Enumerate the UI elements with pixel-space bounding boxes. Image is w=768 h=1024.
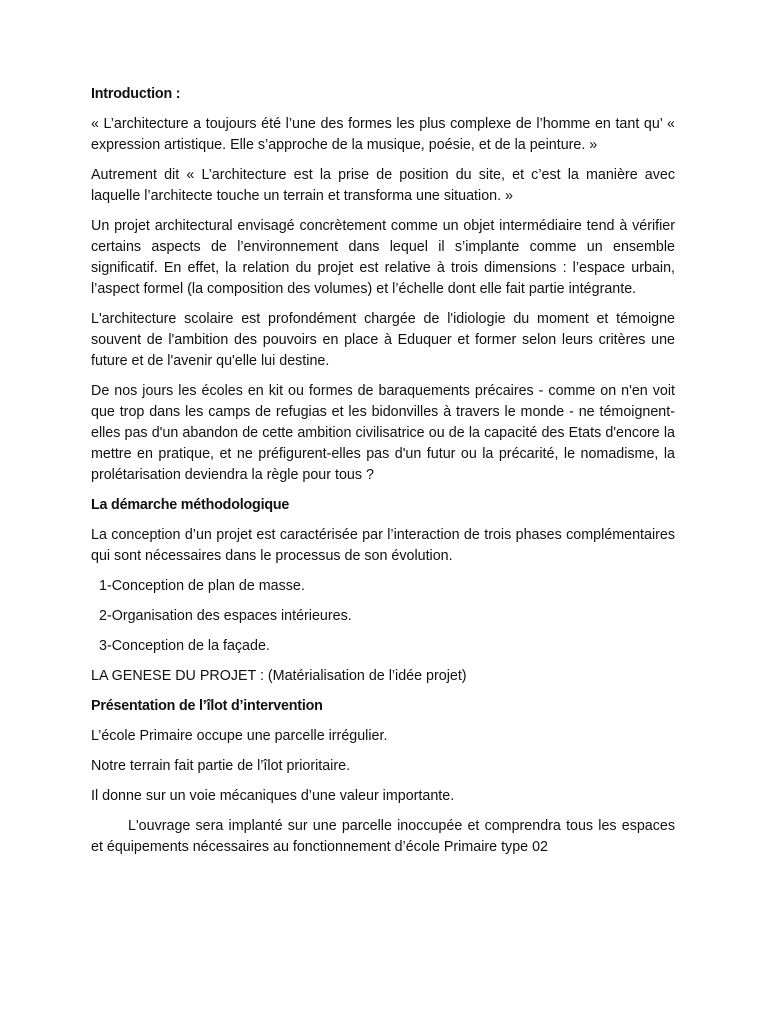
- paragraph-ecoles-en-kit: De nos jours les écoles en kit ou formes de baraquements précaires - comme on n'en voit que trop dans les camps de refugias et les bidonvilles à travers le monde - ne témoignent-elles pas d'un abandon de cette ambition civilisatrice ou de la capacité des Etats d'encore la mettre en pratique, et ne préfigurent-elles pas d'un futur ou la précarité, le nomadisme, la prolétarisation deviendra la règle pour tous ?: [91, 383, 675, 483]
- heading-demarche-methodologique: La démarche méthodologique: [91, 497, 290, 513]
- paragraph-genese-projet: LA GENESE DU PROJET : (Matérialisation de l’idée projet): [91, 668, 467, 684]
- paragraph-projet-architectural: Un projet architectural envisagé concrètement comme un objet intermédiaire tend à vérifier certains aspects de l’environnement dans lequel il s’implante comme un ensemble significatif. En effet, la relation du projet est relative à trois dimensions : l’espace urbain, l’aspect formel (la composition des volumes) et l’échelle dont elle fait partie intégrante.: [91, 218, 675, 297]
- heading-introduction: Introduction :: [91, 86, 181, 102]
- document-body: [91, 84, 675, 867]
- list-item-phase-3: 3-Conception de la façade.: [99, 638, 270, 654]
- heading-presentation-ilot: Présentation de l’îlot d’intervention: [91, 698, 323, 714]
- paragraph-ecole-primaire: L’école Primaire occupe une parcelle irrégulier.: [91, 728, 388, 744]
- paragraph-conception-projet: La conception d’un projet est caractérisée par l’interaction de trois phases complémentaires qui sont nécessaires dans le processus de son évolution.: [91, 527, 675, 564]
- list-item-phase-2: 2-Organisation des espaces intérieures.: [99, 608, 352, 624]
- paragraph-terrain: Notre terrain fait partie de l’îlot prioritaire.: [91, 758, 351, 774]
- paragraph-architecture-scolaire: L'architecture scolaire est profondément chargée de l'idiologie du moment et témoigne souvent de l'ambition des pouvoirs en place à Eduquer et former selon leurs critères une future et de l'avenir qu'elle lui destine.: [91, 311, 675, 369]
- list-item-phase-1: 1-Conception de plan de masse.: [99, 578, 305, 594]
- paragraph-voie-mecanique: Il donne sur un voie mécaniques d’une valeur importante.: [91, 788, 455, 804]
- paragraph-autrement-dit: Autrement dit « L’architecture est la prise de position du site, et c’est la manière avec laquelle l’architecte touche un terrain et transforma une situation. »: [91, 167, 675, 204]
- paragraph-quote-architecture: « L’architecture a toujours été l’une des formes les plus complexe de l’homme en tant qu’ « expression artistique. Elle s’approche de la musique, poésie, et de la peinture. »: [91, 116, 675, 153]
- paragraph-ouvrage: L'ouvrage sera implanté sur une parcelle inoccupée et comprendra tous les espaces et équipements nécessaires au fonctionnement d’école Primaire type 02: [91, 818, 675, 855]
